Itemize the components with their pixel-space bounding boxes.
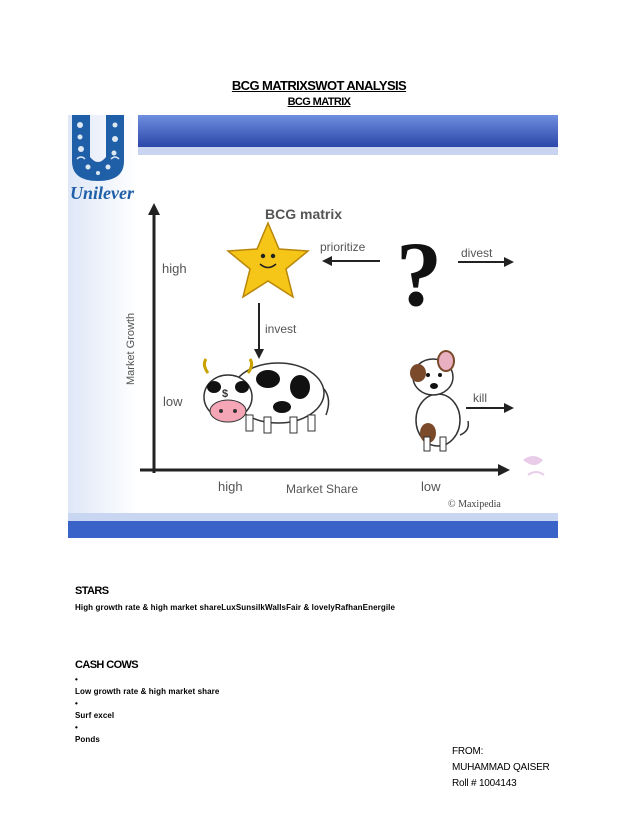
list-item: Ponds xyxy=(75,735,100,744)
document-subtitle: BCG MATRIX xyxy=(287,96,351,108)
cash-cows-heading: CASH COWS xyxy=(75,659,139,671)
label-divest: divest xyxy=(461,246,493,260)
stars-heading: STARS xyxy=(75,585,109,597)
star-icon xyxy=(228,223,308,297)
list-item: Surf excel xyxy=(75,711,115,720)
list-bullet: • xyxy=(75,699,78,708)
top-banner xyxy=(138,115,558,147)
list-bullet: • xyxy=(75,723,78,732)
bcg-matrix-figure xyxy=(68,115,558,538)
image-credit: © Maxipedia xyxy=(448,499,501,510)
list-item: Low growth rate & high market share xyxy=(75,687,220,696)
label-low-growth: low xyxy=(163,394,183,409)
author-name: MUHAMMAD QAISER xyxy=(452,762,550,773)
stars-text: High growth rate & high market shareLuxSunsilkWallsFair & lovelyRafhanEnergile xyxy=(75,603,396,612)
unilever-wordmark: Unilever xyxy=(70,183,134,203)
bottom-banner xyxy=(68,520,558,538)
label-high-growth: high xyxy=(162,261,187,276)
label-low-share: low xyxy=(421,479,441,494)
x-axis-label: Market Share xyxy=(286,482,359,496)
roll-number: Roll # 1004143 xyxy=(452,778,517,789)
dog-icon xyxy=(410,351,468,451)
cash-cow-icon xyxy=(204,359,329,433)
matrix-title: BCG matrix xyxy=(265,206,343,222)
label-kill: kill xyxy=(473,391,487,405)
label-high-share: high xyxy=(218,479,243,494)
document-title: BCG MATRIXSWOT ANALYSIS xyxy=(231,78,407,93)
bcg-matrix-illustration xyxy=(68,115,558,538)
list-bullet: • xyxy=(75,675,78,684)
from-label: FROM: xyxy=(452,746,484,757)
label-invest: invest xyxy=(265,322,297,336)
dollar-sign: $ xyxy=(222,388,229,400)
y-axis-label: Market Growth xyxy=(125,312,137,385)
label-prioritize: prioritize xyxy=(320,240,366,254)
question-mark-icon: ? xyxy=(396,223,442,325)
